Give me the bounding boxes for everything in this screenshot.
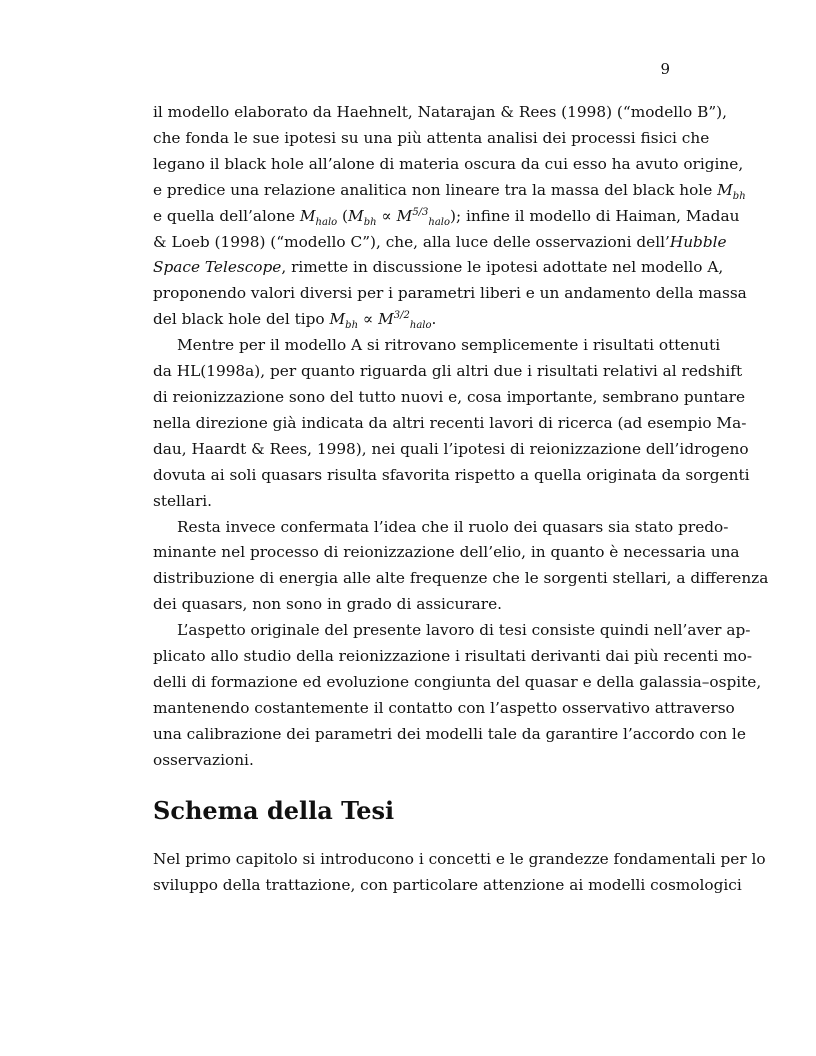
- text-line: [153, 230, 727, 256]
- text-line: Mentre per il modello A si ritrovano semplicemente i risultati ottenuti: [177, 336, 721, 355]
- text-line: dovuta ai soli quasars risulta sfavorita rispetto a quella originata da sorgenti: [153, 465, 750, 484]
- text-line: [153, 178, 746, 204]
- text-segment: ; infine il modello di Haiman, Madau: [456, 206, 740, 225]
- text-line: sviluppo della trattazione, con particolare attenzione ai modelli cosmologici: [153, 875, 742, 894]
- paragraph-1: [153, 100, 769, 774]
- text-line: mantenendo costantemente il contatto con l’aspetto osservativo attraverso: [153, 698, 735, 717]
- italic-text: Hubble: [669, 232, 727, 251]
- text-segment: e predice una relazione analitica non lineare tra la massa del black hole: [153, 180, 713, 199]
- text-line: delli di formazione ed evoluzione congiunta del quasar e della galassia–ospite,: [153, 672, 762, 691]
- text-line: una calibrazione dei parametri dei modelli tale da garantire l’accordo con le: [153, 724, 746, 743]
- text-line: dau, Haardt & Rees, 1998), nei quali l’ipotesi di reionizzazione dell’idrogeno: [153, 439, 749, 458]
- italic-text: Space Telescope: [153, 258, 282, 277]
- text-line: proponendo valori diversi per i parametri liberi e un andamento della massa: [153, 284, 747, 303]
- text-line: osservazioni.: [153, 750, 254, 769]
- page-number: 9: [660, 60, 670, 78]
- text-line: dei quasars, non sono in grado di assicurare.: [153, 595, 503, 614]
- text-line: da HL(1998a), per quanto riguarda gli altri due i risultati relativi al redshift: [153, 362, 743, 381]
- text-line: che fonda le sue ipotesi su una più attenta analisi dei processi fisici che: [153, 128, 710, 147]
- math-relation: $(M_{bh} \propto M^{5/3}_{halo})$: [342, 206, 456, 228]
- text-line: Resta invece confermata l’idea che il ruolo dei quasars sia stato predo-: [177, 517, 729, 536]
- math-relation: $M_{bh} \propto M^{3/2}_{halo}$.: [329, 310, 437, 332]
- math-m-halo: $M_{halo}$: [299, 206, 338, 228]
- paragraph-5: [153, 847, 766, 899]
- text-line: distribuzione di energia alle alte frequenze che le sorgenti stellari, a differenza: [153, 569, 769, 588]
- text-line: Nel primo capitolo si introducono i concetti e le grandezze fondamentali per lo: [153, 850, 766, 868]
- text-line: il modello elaborato da Haehnelt, Natarajan & Rees (1998) (“modello B”),: [153, 103, 728, 121]
- text-line: [153, 255, 724, 281]
- text-segment: , rimette in discussione le ipotesi adottate nel modello A,: [281, 258, 724, 277]
- text-segment: del black hole del tipo: [153, 310, 325, 329]
- section-title: Schema della Tesi: [153, 796, 395, 825]
- math-m-bh: $M_{bh}$: [717, 180, 746, 202]
- text-line: L’aspetto originale del presente lavoro di tesi consiste quindi nell’aver ap-: [177, 621, 751, 640]
- text-line: di reionizzazione sono del tutto nuovi e, cosa importante, sembrano puntare: [153, 387, 746, 406]
- text-line: stellari.: [153, 491, 213, 510]
- text-line: nella direzione già indicata da altri recenti lavori di ricerca (ad esempio Ma-: [153, 413, 747, 432]
- text-line: legano il black hole all’alone di materia oscura da cui esso ha avuto origine,: [153, 154, 744, 173]
- text-line: [153, 307, 673, 333]
- text-segment: & Loeb (1998) (“modello C”), che, alla luce delle osservazioni dell’: [153, 232, 670, 251]
- text-segment: e quella dell’alone: [153, 206, 295, 225]
- text-line: [153, 204, 740, 230]
- text-line: plicato allo studio della reionizzazione i risultati derivanti dai più recenti mo-: [153, 647, 753, 666]
- text-line: minante nel processo di reionizzazione dell’elio, in quanto è necessaria una: [153, 543, 740, 562]
